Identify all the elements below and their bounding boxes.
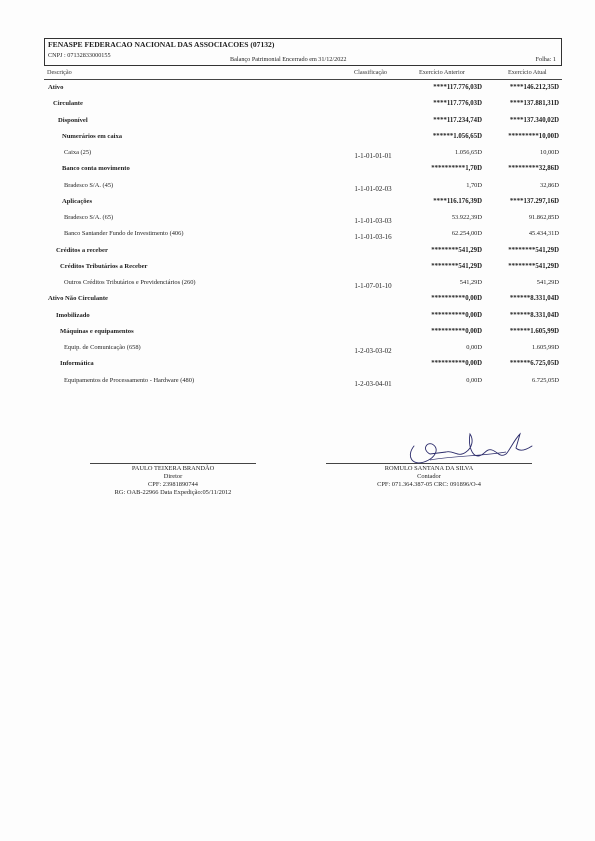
previous-year-value: ****117.776,03D [433, 84, 482, 91]
signature-block-director [90, 463, 256, 497]
handwritten-signature [402, 426, 534, 472]
current-year-value: ****146.212,35D [509, 84, 559, 91]
table-row [44, 263, 562, 277]
current-year-value: ******8.331,04D [509, 311, 559, 319]
current-year-value: 10,00D [540, 149, 559, 156]
previous-year-value: **********1,70D [431, 165, 482, 173]
previous-year-value: ****117.776,03D [433, 100, 482, 108]
previous-year-value: ****116.176,39D [433, 197, 482, 205]
table-row [44, 84, 562, 98]
account-description: Numerários em caixa [62, 132, 123, 140]
previous-year-value: ********541,29D [431, 262, 482, 270]
previous-year-value: **********0,00D [431, 327, 482, 335]
current-year-value: 6.725,05D [532, 376, 559, 384]
table-row [44, 295, 562, 309]
account-description: Disponível [58, 116, 88, 124]
table-row [44, 360, 562, 374]
column-header-classification: Classificação [354, 69, 387, 76]
signer-name: PAULO TEIXERA BRANDÃO [131, 465, 215, 472]
current-year-value: ********541,29D [508, 262, 559, 270]
account-description: Banco conta movimento [62, 165, 130, 173]
table-row [44, 377, 562, 391]
account-description: Informática [60, 360, 94, 368]
signer-rg: RG: OAB-22966 Data Expedição:05/11/2012 [114, 489, 232, 496]
previous-year-value: 1.056,65D [455, 149, 482, 156]
table-row [44, 312, 562, 326]
previous-year-value: 0,00D [466, 344, 482, 351]
previous-year-value: 0,00D [466, 376, 482, 384]
current-year-value: 1.605,99D [532, 344, 559, 351]
account-description: Equipamentos de Processamento - Hardware (480) [64, 376, 195, 384]
signer-name: ROMULO SANTANA DA SILVA [384, 465, 474, 472]
account-description: Outros Créditos Tributários e Previdenciários (260) [64, 279, 196, 286]
signature-line [90, 463, 256, 464]
account-classification: 1-2-03-03-02 [354, 347, 392, 355]
signer-role: Contador [417, 473, 441, 480]
column-header-description: Descrição [47, 69, 72, 76]
account-classification: 1-1-01-02-03 [354, 184, 392, 193]
table-row [44, 165, 562, 179]
current-year-value: ****137.340,02D [509, 116, 559, 124]
previous-year-value: 1,70D [466, 181, 482, 189]
current-year-value: ********541,29D [508, 246, 559, 254]
table-row [44, 328, 562, 342]
previous-year-value: ****117.234,74D [433, 116, 482, 124]
table-row [44, 230, 562, 244]
report-header [44, 38, 562, 66]
table-row [44, 214, 562, 228]
previous-year-value: **********0,00D [431, 295, 482, 303]
table-row [44, 344, 562, 358]
current-year-value: ****137.881,31D [509, 100, 559, 108]
previous-year-value: **********0,00D [431, 360, 482, 368]
page-number: Folha: 1 [535, 56, 556, 63]
previous-year-value: 541,29D [459, 279, 482, 286]
previous-year-value: ********541,29D [431, 246, 482, 254]
current-year-value: *********32,86D [508, 165, 559, 173]
current-year-value: 32,86D [540, 181, 559, 189]
current-year-value: 541,29D [536, 279, 559, 286]
column-header-current-year: Exercício Atual [508, 69, 547, 76]
account-description: Créditos Tributários a Receber [60, 262, 148, 270]
previous-year-value: ******1.056,65D [432, 132, 482, 140]
cnpj-label: CNPJ : 07132833000155 [48, 52, 111, 59]
table-row [44, 198, 562, 212]
current-year-value: 45.434,31D [528, 230, 559, 238]
previous-year-value: **********0,00D [431, 311, 482, 319]
previous-year-value: 53.922,39D [451, 214, 482, 221]
signer-cpf-crc: CPF: 071.364.387-05 CRC: 091896/O-4 [377, 481, 481, 488]
account-description: Banco Santander Fundo de Investimento (406) [64, 230, 184, 238]
table-row [44, 149, 562, 163]
account-description: Caixa (25) [64, 149, 92, 156]
current-year-value: ****137.297,16D [509, 197, 559, 205]
account-description: Ativo [48, 84, 64, 91]
previous-year-value: 62.254,00D [451, 230, 482, 238]
signer-cpf: CPF: 23981890744 [148, 481, 198, 488]
account-classification: 1-1-01-03-03 [354, 217, 392, 225]
table-row [44, 100, 562, 114]
account-classification: 1-1-07-01-10 [354, 282, 392, 290]
account-description: Circulante [53, 100, 83, 108]
current-year-value: ******8.331,04D [509, 295, 559, 303]
account-description: Imobilizado [56, 311, 90, 319]
account-description: Ativo Não Circulante [48, 295, 108, 303]
account-description: Bradesco S/A. (45) [64, 181, 114, 189]
current-year-value: ******1.605,99D [509, 327, 559, 335]
account-description: Equip. de Comunicação (658) [64, 344, 141, 351]
table-row [44, 117, 562, 131]
column-header-previous-year: Exercício Anterior [419, 69, 465, 76]
current-year-value: ******6.725,05D [509, 360, 559, 368]
current-year-value: 91.862,85D [528, 214, 559, 221]
organization-name: FENASPE FEDERACAO NACIONAL DAS ASSOCIACOES (07132) [48, 40, 275, 49]
table-row [44, 247, 562, 261]
account-description: Aplicações [62, 197, 93, 205]
header-divider [44, 79, 562, 80]
account-description: Bradesco S/A. (65) [64, 214, 114, 221]
signer-role: Diretor [163, 473, 183, 480]
account-classification: 1-1-01-01-01 [354, 152, 392, 160]
account-classification: 1-1-01-03-16 [354, 233, 392, 242]
table-row [44, 182, 562, 196]
account-classification: 1-2-03-04-01 [354, 379, 392, 388]
report-subtitle: Balanço Patrimonial Encerrado em 31/12/2022 [230, 56, 347, 63]
table-row [44, 133, 562, 147]
table-row [44, 279, 562, 293]
account-description: Máquinas e equipamentos [60, 327, 134, 335]
account-description: Créditos a receber [56, 246, 108, 254]
current-year-value: *********10,00D [508, 132, 559, 140]
